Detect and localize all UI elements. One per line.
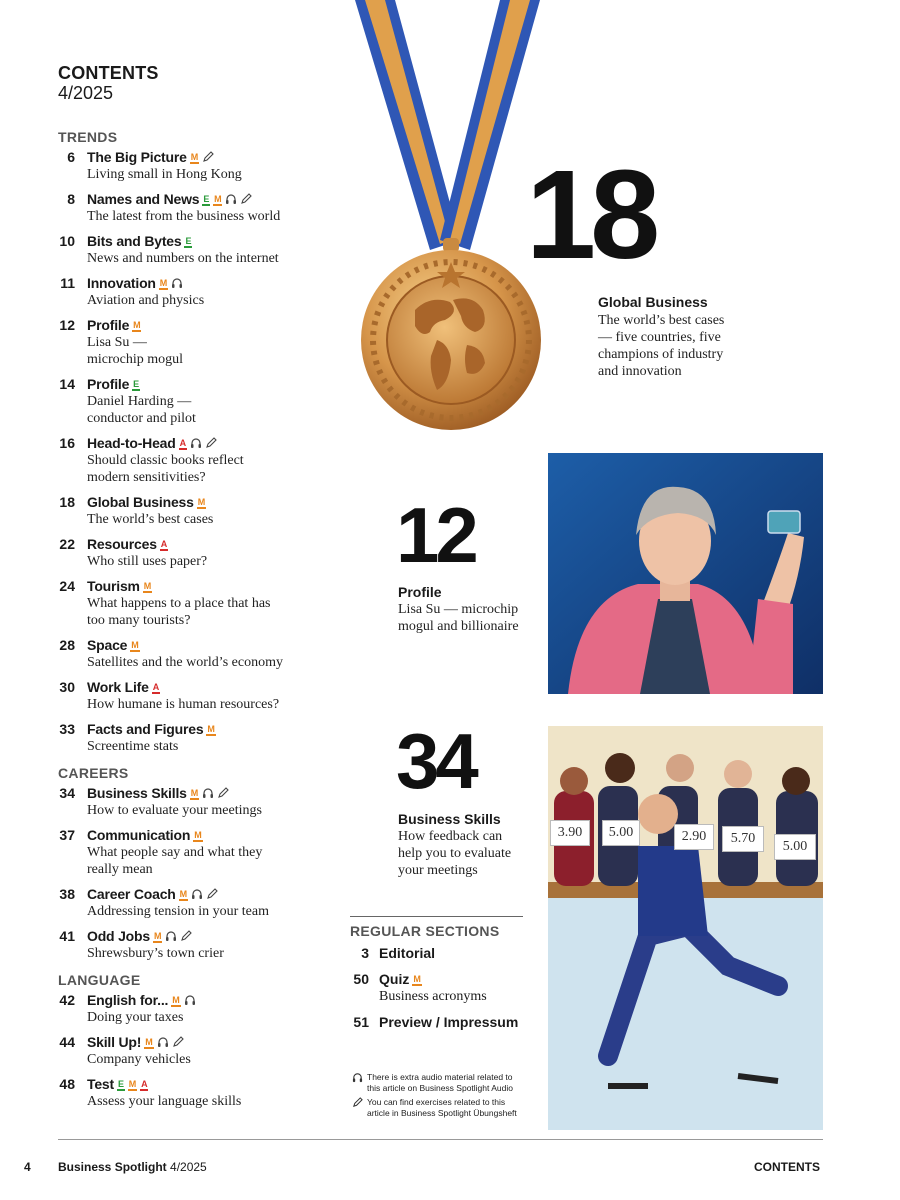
level-badge-e: E	[185, 236, 192, 246]
toc-description: Living small in Hong Kong	[87, 167, 242, 182]
level-badge-m: M	[133, 320, 141, 330]
regular-description: Business acronyms	[379, 989, 487, 1004]
score-card: 5.70	[722, 826, 764, 852]
toc-page-number: 42	[59, 992, 75, 1008]
toc-title: Profile	[87, 376, 130, 392]
headphones-icon	[202, 786, 214, 798]
toc-page-number: 8	[67, 191, 75, 207]
toc-description: Satellites and the world’s economy	[87, 655, 283, 670]
level-badge-a: A	[141, 1079, 148, 1089]
section-label-regular: REGULAR SECTIONS	[350, 923, 500, 939]
level-badge-m: M	[190, 152, 198, 162]
page-title: CONTENTS	[58, 63, 159, 83]
legend-audio: There is extra audio material related to this article on Business Spotlight Audio	[352, 1072, 532, 1094]
toc-description: Aviation and physics	[87, 293, 205, 308]
toc-title: Innovation	[87, 275, 156, 291]
headphones-icon	[225, 192, 237, 204]
toc-description: Daniel Harding —	[87, 394, 192, 409]
level-badge-m: M	[143, 581, 152, 591]
toc-page-number: 10	[59, 233, 75, 249]
headphones-icon	[352, 1072, 363, 1083]
toc-description: How to evaluate your meetings	[87, 803, 262, 818]
toc-title: Communication	[87, 827, 191, 843]
level-badge-e: E	[133, 379, 139, 389]
contents-header	[58, 63, 159, 103]
toc-page-number: 18	[59, 494, 75, 510]
toc-title: The Big Picture	[87, 149, 187, 165]
toc-page-number: 48	[59, 1076, 75, 1092]
toc-entry[interactable]	[58, 536, 348, 570]
toc-title: Head-to-Head	[87, 435, 176, 451]
toc-description: too many tourists?	[87, 613, 191, 628]
toc-entry[interactable]	[58, 191, 348, 225]
toc-description: Assess your language skills	[87, 1094, 242, 1109]
level-badge-m: M	[179, 889, 187, 899]
toc-description: The latest from the business world	[87, 209, 281, 224]
footer-page-number: 4	[24, 1160, 31, 1174]
section-label-careers: CAREERS	[58, 765, 129, 781]
toc-entry[interactable]	[58, 317, 348, 368]
level-badge-a: A	[179, 438, 186, 448]
headphones-icon	[191, 887, 203, 899]
toc-description: How humane is human resources?	[87, 697, 280, 712]
toc-entry[interactable]	[58, 1076, 348, 1110]
table-of-contents	[58, 128, 348, 1110]
toc-entry[interactable]	[58, 275, 348, 309]
toc-page-number: 12	[59, 317, 75, 333]
headphones-icon	[157, 1035, 169, 1047]
footer-magazine: Business Spotlight 4/2025	[58, 1160, 207, 1174]
level-badge-m: M	[145, 1037, 153, 1047]
regular-entry[interactable]	[350, 971, 523, 1005]
toc-entry[interactable]	[58, 679, 348, 713]
toc-title: Profile	[87, 317, 130, 333]
level-badge-m: M	[207, 724, 215, 734]
score-card: 2.90	[674, 824, 714, 850]
toc-entry[interactable]	[58, 435, 348, 486]
feature-skills-title[interactable]: Business Skills	[398, 811, 501, 827]
toc-page-number: 6	[67, 149, 75, 165]
toc-title: Skill Up!	[87, 1034, 142, 1050]
level-badge-m: M	[214, 194, 222, 204]
toc-entry[interactable]	[58, 785, 348, 819]
toc-entry[interactable]	[58, 928, 348, 962]
level-badge-m: M	[131, 640, 139, 650]
issue-date: 4/2025	[58, 83, 114, 103]
toc-title: English for...	[87, 992, 169, 1008]
score-card: 3.90	[550, 820, 590, 846]
level-badge-e: E	[203, 194, 210, 204]
pencil-icon	[202, 150, 214, 162]
pencil-icon	[206, 887, 218, 899]
lisa-su-photo	[548, 453, 823, 694]
toc-page-number: 37	[59, 827, 75, 843]
toc-description: conductor and pilot	[87, 411, 196, 426]
skater-illustration	[548, 726, 823, 1130]
toc-description: Doing your taxes	[87, 1010, 184, 1025]
pencil-icon	[352, 1097, 363, 1108]
feature-global-desc: The world’s best cases — five countries, five champions of industry and innovation	[598, 313, 725, 379]
feature-global-title[interactable]: Global Business	[598, 294, 708, 310]
toc-entry[interactable]	[58, 376, 348, 427]
level-badge-m: M	[153, 931, 162, 941]
feature-skills-number: 34	[396, 717, 475, 805]
toc-page-number: 33	[59, 721, 75, 737]
toc-entry[interactable]	[58, 494, 348, 528]
gold-medal-image	[355, 0, 545, 450]
toc-title: Space	[87, 637, 128, 653]
toc-entry[interactable]	[58, 149, 348, 183]
toc-title: Tourism	[87, 578, 140, 594]
regular-title: Quiz	[379, 971, 410, 987]
toc-description: modern sensitivities?	[87, 470, 206, 485]
feature-profile-desc: Lisa Su — microchip mogul and billionaire	[398, 602, 519, 634]
toc-page-number: 16	[59, 435, 75, 451]
toc-entry[interactable]	[58, 233, 348, 267]
toc-description: really mean	[87, 862, 153, 877]
toc-title: Resources	[87, 536, 157, 552]
pencil-icon	[180, 929, 192, 941]
score-card: 5.00	[774, 834, 816, 860]
section-label-trends: TRENDS	[58, 129, 118, 145]
toc-title: Test	[87, 1076, 114, 1092]
footer-divider	[58, 1139, 823, 1140]
level-badge-e: E	[117, 1079, 124, 1089]
level-badge-a: A	[152, 682, 160, 692]
pencil-icon	[172, 1035, 184, 1047]
toc-entry[interactable]	[58, 992, 348, 1026]
toc-entry[interactable]	[58, 886, 348, 920]
feature-skills-desc: How feedback can help you to evaluate your meetings	[398, 829, 512, 878]
toc-page-number: 34	[59, 785, 75, 801]
toc-title: Career Coach	[87, 886, 176, 902]
toc-description: Screentime stats	[87, 739, 179, 754]
regular-title: Editorial	[379, 945, 436, 961]
headphones-icon	[190, 436, 202, 448]
regular-page-number: 50	[353, 971, 369, 987]
headphones-icon	[171, 276, 183, 288]
toc-title: Facts and Figures	[87, 721, 204, 737]
toc-description: Company vehicles	[87, 1052, 191, 1067]
toc-description: The world’s best cases	[87, 512, 214, 527]
headphones-icon	[165, 929, 177, 941]
level-badge-a: A	[160, 539, 168, 549]
level-badge-m: M	[172, 995, 180, 1005]
level-badge-m: M	[197, 497, 206, 507]
toc-title: Global Business	[87, 494, 194, 510]
footer-section: CONTENTS	[754, 1160, 820, 1174]
level-badge-m: M	[128, 1079, 137, 1089]
regular-page-number: 51	[353, 1014, 369, 1030]
regular-title: Preview / Impressum	[379, 1014, 519, 1030]
toc-title: Work Life	[87, 679, 149, 695]
level-badge-m: M	[194, 830, 202, 840]
toc-title: Business Skills	[87, 785, 187, 801]
toc-page-number: 38	[59, 886, 75, 902]
toc-entry[interactable]	[58, 578, 348, 629]
toc-page-number: 44	[59, 1034, 75, 1050]
toc-description: What people say and what they	[87, 845, 263, 860]
toc-entry[interactable]	[58, 637, 348, 671]
toc-description: Who still uses paper?	[87, 554, 208, 569]
feature-profile-number: 12	[396, 491, 475, 579]
toc-description: News and numbers on the internet	[87, 251, 279, 266]
regular-entry[interactable]	[350, 945, 523, 962]
toc-page-number: 11	[60, 275, 75, 291]
toc-page-number: 24	[59, 578, 75, 594]
level-badge-m: M	[413, 974, 421, 984]
section-label-language: LANGUAGE	[58, 972, 141, 988]
regular-sections	[350, 916, 523, 1031]
toc-description: Addressing tension in your team	[87, 904, 269, 919]
regular-entry[interactable]	[350, 1014, 523, 1031]
level-badge-m: M	[159, 278, 168, 288]
headphones-icon	[184, 993, 196, 1005]
feature-profile-title[interactable]: Profile	[398, 584, 442, 600]
toc-title: Odd Jobs	[87, 928, 150, 944]
pencil-icon	[240, 192, 252, 204]
toc-description: microchip mogul	[87, 352, 184, 367]
regular-page-number: 3	[361, 945, 369, 961]
toc-page-number: 41	[59, 928, 75, 944]
toc-title: Names and News	[87, 191, 200, 207]
legend	[352, 1072, 532, 1122]
toc-page-number: 30	[59, 679, 75, 695]
toc-description: Lisa Su —	[87, 335, 147, 350]
toc-page-number: 22	[59, 536, 75, 552]
toc-entry[interactable]	[58, 827, 348, 878]
score-card: 5.00	[602, 820, 640, 846]
toc-title: Bits and Bytes	[87, 233, 182, 249]
toc-description: Should classic books reflect	[87, 453, 244, 468]
toc-description: Shrewsbury’s town crier	[87, 946, 224, 961]
pencil-icon	[217, 786, 229, 798]
toc-page-number: 14	[59, 376, 75, 392]
feature-global-number: 18	[526, 144, 655, 285]
legend-exercise: You can find exercises related to this article in Business Spotlight Übungsheft	[352, 1097, 532, 1119]
toc-description: What happens to a place that has	[87, 596, 271, 611]
toc-page-number: 28	[59, 637, 75, 653]
pencil-icon	[205, 436, 217, 448]
toc-entry[interactable]	[58, 1034, 348, 1068]
toc-entry[interactable]	[58, 721, 348, 755]
level-badge-m: M	[190, 788, 199, 798]
